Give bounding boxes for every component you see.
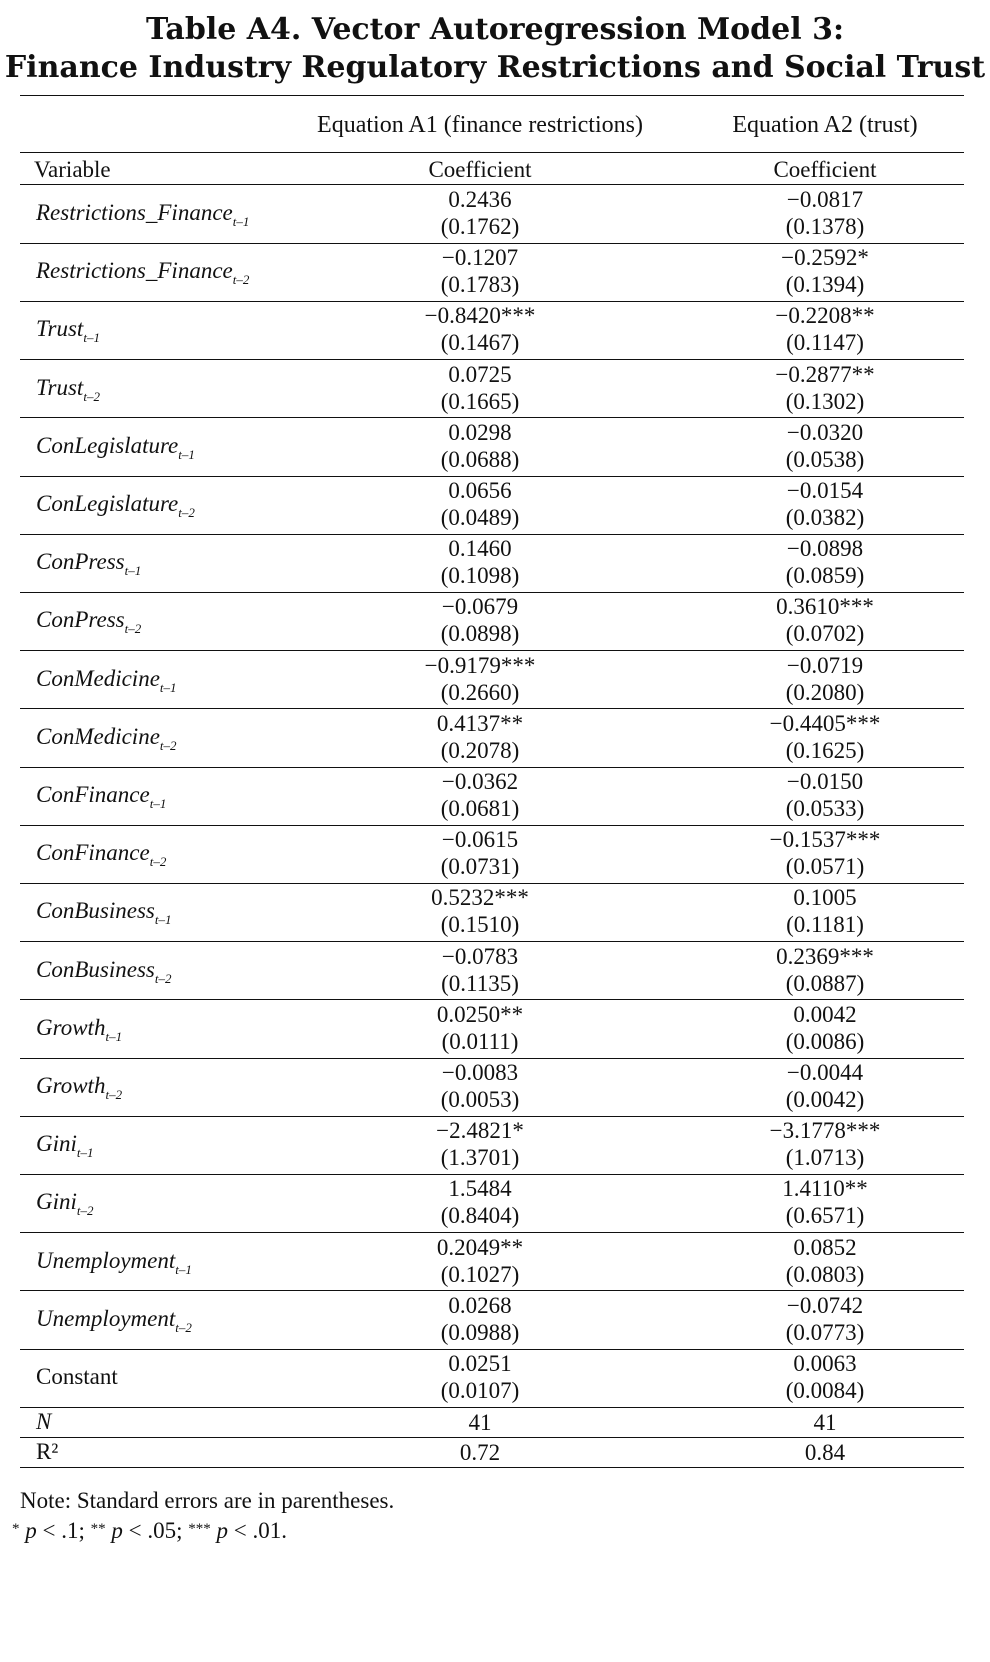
std-error-a1: (0.0988) <box>440 1319 520 1345</box>
std-error-a2: (0.1181) <box>786 912 864 938</box>
coefficient-a2: 0.0852 <box>793 1234 857 1260</box>
variable-label: Unemployment <box>36 1247 176 1273</box>
std-error-a2: (0.1378) <box>785 214 865 239</box>
variable-name <box>36 316 100 346</box>
coefficient-a1: 1.5484 <box>448 1176 512 1202</box>
coefficient-a1: −0.0679 <box>441 594 519 620</box>
stat-label: N <box>36 1409 52 1435</box>
std-error-a1: (0.1762) <box>440 214 520 239</box>
variable-label: Gini <box>36 1189 77 1215</box>
coefficient-a2: −0.0742 <box>786 1292 864 1318</box>
coefficient-a2: −0.0154 <box>786 478 864 503</box>
coefficient-a2: 0.3610*** <box>776 594 874 620</box>
std-error-a1: (0.0107) <box>440 1378 520 1403</box>
coefficient-a1: −0.0615 <box>441 827 519 853</box>
variable-name <box>36 1131 94 1161</box>
coefficient-a2: −0.0817 <box>786 187 864 212</box>
std-error-a2: (0.1147) <box>786 330 864 356</box>
variable-label: ConFinance <box>36 840 150 866</box>
variable-label: ConFinance <box>36 782 150 807</box>
std-error-a2: (0.0773) <box>785 1319 865 1345</box>
coefficient-a1: −0.1207 <box>441 245 519 271</box>
lag-subscript: t–2 <box>178 505 195 520</box>
variable-label: Growth <box>36 1073 106 1098</box>
coefficient-a2: −0.2877** <box>775 361 875 387</box>
std-error-a2: (0.0086) <box>785 1028 865 1054</box>
equation-a2-header: Equation A2 (trust) <box>732 112 918 138</box>
coefficient-a1: 0.0268 <box>448 1292 512 1318</box>
lag-subscript: t–1 <box>178 446 195 462</box>
variable-name <box>36 1364 118 1390</box>
variable-name <box>36 782 167 811</box>
table-title-line1: Table A4. Vector Autoregression Model 3: <box>145 12 845 47</box>
coefficient-a1: 0.0251 <box>448 1351 512 1376</box>
coefficient-a2: 0.0063 <box>793 1351 857 1376</box>
variable-name <box>36 200 250 229</box>
stat-label: R² <box>36 1439 59 1465</box>
note-standard-errors: Note: Standard errors are in parentheses. <box>20 1488 395 1513</box>
std-error-a2: (0.0702) <box>785 621 865 647</box>
std-error-a2: (0.0571) <box>785 854 865 880</box>
coefficient-a1: 0.2436 <box>448 187 512 212</box>
coefficient-a1: 0.1460 <box>448 536 512 562</box>
std-error-a1: (0.2078) <box>440 737 520 763</box>
std-error-a1: (0.8404) <box>440 1203 520 1229</box>
equation-a1-header: Equation A1 (finance restrictions) <box>317 112 643 138</box>
variable-label: ConMedicine <box>36 723 160 749</box>
lag-subscript: t–2 <box>232 272 250 288</box>
std-error-a2: (0.1394) <box>785 272 865 298</box>
lag-subscript: t–2 <box>76 1203 94 1219</box>
std-error-a1: (0.1510) <box>440 912 520 938</box>
std-error-a2: (0.0084) <box>785 1378 865 1403</box>
std-error-a1: (0.1665) <box>440 388 520 414</box>
variable-label: ConMedicine <box>36 665 160 691</box>
coefficient-a1: 0.5232*** <box>431 885 529 911</box>
lag-subscript: t–2 <box>124 621 142 637</box>
lag-subscript: t–1 <box>159 679 177 695</box>
variable-name <box>36 1073 123 1102</box>
variable-name <box>36 1305 192 1335</box>
std-error-a1: (0.1098) <box>440 563 520 589</box>
std-error-a1: (0.1783) <box>440 272 520 298</box>
std-error-a2: (0.0533) <box>785 796 865 821</box>
coefficient-a1: −0.0783 <box>441 943 519 969</box>
variable-name <box>36 258 250 288</box>
header-rule <box>20 152 964 153</box>
lag-subscript: t–1 <box>124 563 142 579</box>
coefficient-a2: −0.2208** <box>775 303 875 329</box>
std-error-a2: (0.2080) <box>785 679 865 705</box>
variable-label: ConLegislature <box>36 432 179 458</box>
variable-name <box>36 840 167 870</box>
coefficient-a2: −0.1537*** <box>769 827 881 853</box>
std-error-a2: (0.0859) <box>785 563 865 589</box>
lag-subscript: t–2 <box>149 854 167 870</box>
std-error-a1: (0.0489) <box>440 505 520 530</box>
std-error-a1: (0.0681) <box>440 796 520 821</box>
std-error-a1: (0.0111) <box>441 1028 519 1054</box>
lag-subscript: t–2 <box>83 388 100 404</box>
variable-label: Gini <box>36 1131 77 1157</box>
std-error-a1: (0.0898) <box>440 621 520 647</box>
top-rule <box>20 95 964 96</box>
coefficient-a2: −0.4405*** <box>769 710 881 736</box>
variable-name <box>36 549 142 579</box>
std-error-a2: (0.0538) <box>785 446 865 472</box>
coefficient-a2: −0.0719 <box>786 652 864 678</box>
variable-name <box>36 898 172 928</box>
coefficient-a2: −0.0150 <box>786 769 864 794</box>
lag-subscript: t–2 <box>159 737 177 753</box>
variable-label: ConBusiness <box>36 898 155 924</box>
std-error-a2: (0.0803) <box>785 1261 865 1287</box>
variable-name <box>36 1247 192 1277</box>
coefficient-a2: −0.0320 <box>786 419 864 445</box>
stat-value-a2: 41 <box>813 1410 837 1436</box>
variable-label: Restrictions_Finance <box>36 258 233 284</box>
coefficient-a2: −3.1778*** <box>769 1118 881 1144</box>
std-error-a2: (0.0042) <box>785 1087 865 1112</box>
coefficient-a2: −0.0898 <box>786 536 864 562</box>
variable-label: ConPress <box>36 607 125 633</box>
std-error-a1: (0.1135) <box>441 970 519 996</box>
lag-subscript: t–1 <box>154 912 172 928</box>
lag-subscript: t–1 <box>175 1261 192 1277</box>
variable-label: Constant <box>36 1364 118 1389</box>
coefficient-a1: 0.0250** <box>436 1001 524 1027</box>
coefficient-a2: 0.0042 <box>793 1001 857 1027</box>
std-error-a2: (0.1302) <box>785 388 865 414</box>
coefficient-a1: 0.0656 <box>448 478 512 503</box>
std-error-a1: (0.0688) <box>440 446 520 472</box>
stat-value-a1: 0.72 <box>459 1440 501 1466</box>
variable-label: Restrictions_Finance <box>36 200 233 225</box>
std-error-a2: (1.0713) <box>785 1145 865 1171</box>
row-divider <box>20 1437 964 1438</box>
coefficient-a2: 0.1005 <box>793 885 857 911</box>
variable-label: Trust <box>36 374 84 400</box>
coefficient-header-a2: Coefficient <box>773 157 877 182</box>
variable-label: Growth <box>36 1014 106 1040</box>
std-error-a1: (0.0731) <box>440 854 520 880</box>
coefficient-a1: 0.4137** <box>436 710 524 736</box>
coefficient-a1: −0.0362 <box>441 769 519 794</box>
coefficient-a1: −2.4821* <box>436 1118 524 1144</box>
variable-name <box>36 432 195 462</box>
variable-label: ConPress <box>36 549 125 575</box>
variable-name <box>36 491 195 520</box>
std-error-a1: (0.1467) <box>440 330 520 356</box>
variable-label: Unemployment <box>36 1305 176 1331</box>
coefficient-a2: 1.4110** <box>782 1176 868 1202</box>
std-error-a1: (1.3701) <box>440 1145 520 1171</box>
stat-value-a1: 41 <box>468 1410 492 1436</box>
row-divider <box>20 1407 964 1408</box>
variable-name <box>36 665 177 695</box>
variable-name <box>36 374 100 404</box>
variable-label: ConLegislature <box>36 491 179 516</box>
coefficient-header-a1: Coefficient <box>428 157 532 182</box>
coefficient-a1: −0.0083 <box>441 1060 519 1085</box>
std-error-a2: (0.1625) <box>785 737 865 763</box>
variable-header: Variable <box>34 157 111 182</box>
lag-subscript: t–2 <box>154 970 172 986</box>
std-error-a1: (0.0053) <box>440 1087 520 1112</box>
coefficient-a1: 0.0298 <box>448 419 512 445</box>
variable-label: Trust <box>36 316 84 342</box>
std-error-a2: (0.0887) <box>785 970 865 996</box>
coefficient-a1: 0.2049** <box>436 1234 524 1260</box>
row-divider <box>20 1467 964 1468</box>
std-error-a2: (0.6571) <box>785 1203 865 1229</box>
variable-label: ConBusiness <box>36 956 155 982</box>
variable-name <box>36 1189 94 1219</box>
variable-name <box>36 956 172 986</box>
lag-subscript: t–1 <box>105 1028 123 1044</box>
coefficient-a2: −0.2592* <box>781 245 869 271</box>
variable-name <box>36 607 142 637</box>
coefficient-a1: −0.8420*** <box>424 303 536 329</box>
lag-subscript: t–1 <box>76 1145 94 1161</box>
lag-subscript: t–2 <box>105 1087 123 1102</box>
lag-subscript: t–2 <box>175 1319 192 1335</box>
coefficient-a2: −0.0044 <box>786 1060 864 1085</box>
column-header-rule <box>20 184 964 185</box>
lag-subscript: t–1 <box>149 796 167 811</box>
stat-value-a2: 0.84 <box>804 1440 846 1466</box>
note-significance: * p < .1; ** p < .05; *** p < .01. <box>12 1518 287 1543</box>
std-error-a1: (0.2660) <box>440 679 520 705</box>
std-error-a1: (0.1027) <box>440 1261 520 1287</box>
lag-subscript: t–1 <box>232 214 250 229</box>
variable-name <box>36 723 177 753</box>
table-title-line2: Finance Industry Regulatory Restrictions and Social Trust <box>4 50 986 85</box>
coefficient-a2: 0.2369*** <box>776 943 874 969</box>
coefficient-a1: −0.9179*** <box>424 652 536 678</box>
lag-subscript: t–1 <box>83 330 100 346</box>
coefficient-a1: 0.0725 <box>448 361 512 387</box>
variable-name <box>36 1014 123 1044</box>
std-error-a2: (0.0382) <box>785 505 865 530</box>
